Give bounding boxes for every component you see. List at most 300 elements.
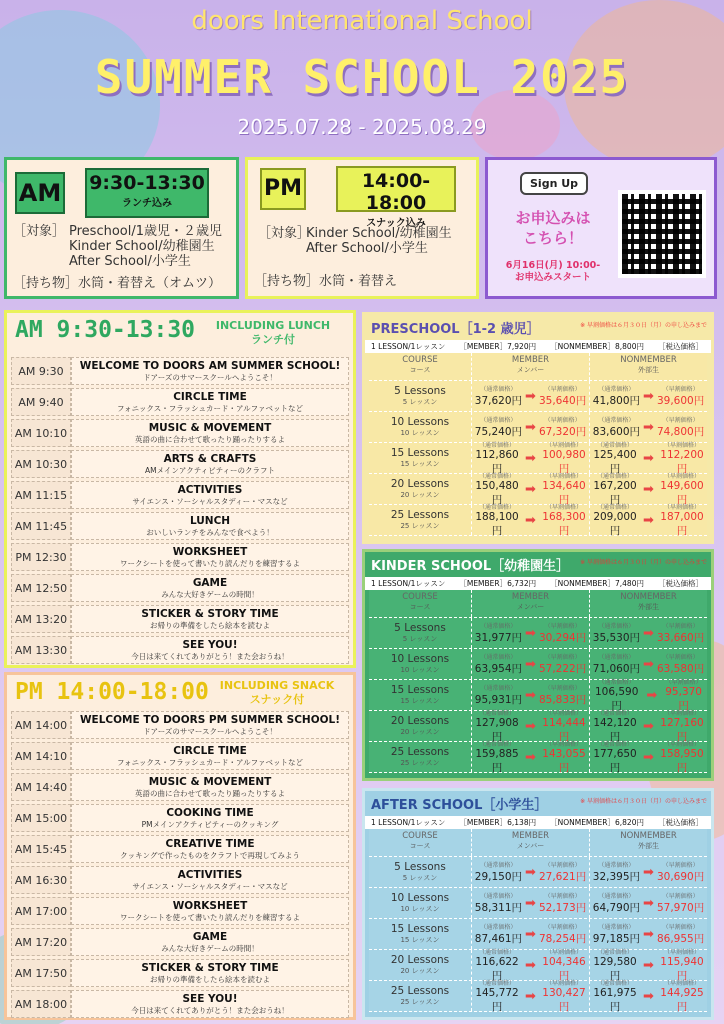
schedule-activity — [71, 742, 349, 770]
arrow-icon: ➡ — [525, 926, 536, 942]
arrow-icon: ➡ — [525, 656, 536, 672]
arrow-icon: ➡ — [643, 988, 654, 1004]
price-grid — [369, 353, 707, 536]
activity-desc: ドアーズのサマースクールへようこそ！ — [143, 727, 277, 736]
early-price — [657, 922, 704, 946]
regular-caption: （通常価格） — [597, 504, 634, 511]
early-value: 86,955円 — [656, 933, 705, 945]
price-pair — [590, 443, 707, 473]
activity-title: LUNCH — [189, 515, 231, 527]
nonmember-price — [590, 505, 707, 535]
column-header — [590, 353, 707, 380]
lesson-count-ja: 10 レッスン — [400, 429, 440, 437]
column-header-ja: コース — [409, 366, 431, 374]
column-header-ja: 外部生 — [638, 366, 659, 374]
early-price — [539, 621, 586, 645]
regular-caption: （通常価格） — [597, 473, 634, 480]
column-header — [590, 590, 707, 617]
price-row — [369, 443, 707, 474]
price-pair — [472, 742, 589, 772]
price-header-row — [369, 590, 707, 618]
early-price — [539, 502, 589, 538]
activity-desc: ドアーズのサマースクールへようこそ！ — [143, 373, 277, 382]
regular-value: 64,790円 — [592, 902, 641, 914]
schedule-activity — [71, 388, 349, 416]
early-price — [539, 922, 586, 946]
pm-time: 14:00-18:00 — [361, 170, 431, 214]
regular-caption: （通常価格） — [598, 679, 635, 686]
early-caption: （早割価格） — [663, 710, 700, 717]
price-pair — [472, 649, 589, 679]
schedule-activity — [71, 773, 349, 801]
lesson-count-ja: 25 レッスン — [400, 759, 440, 767]
column-header-en: MEMBER — [511, 592, 550, 602]
lesson-count-ja: 5 レッスン — [402, 398, 438, 406]
schedule-activity — [71, 990, 349, 1018]
activity-desc: PMメインアクティビティーのクッキング — [141, 820, 279, 829]
signup-start — [494, 260, 612, 284]
regular-value: 129,580円 — [593, 956, 637, 982]
regular-value: 167,200円 — [593, 480, 637, 506]
early-caption: （早割価格） — [663, 504, 700, 511]
per-lesson-line — [365, 816, 711, 829]
schedule-row — [11, 835, 349, 863]
regular-price — [593, 860, 640, 884]
early-caption: （早割価格） — [544, 417, 581, 424]
schedule-activity — [71, 928, 349, 956]
schedule-time: AM 15:45 — [11, 835, 71, 863]
activity-desc: 今日は来てくれてありがとう！また会おうね！ — [131, 1006, 289, 1015]
schedule-time: AM 17:20 — [11, 928, 71, 956]
lesson-count-ja: 20 レッスン — [400, 728, 440, 736]
schedule-activity — [71, 543, 349, 571]
arrow-icon: ➡ — [643, 625, 654, 641]
activity-desc: 英語の曲に合わせて歌ったり踊ったりするよ — [135, 435, 285, 444]
early-caption: （早割価格） — [545, 741, 582, 748]
am-items-label: ［持ち物］ — [13, 276, 79, 291]
regular-caption: （通常価格） — [479, 741, 516, 748]
lesson-count — [369, 857, 472, 887]
early-caption: （早割価格） — [544, 862, 581, 869]
early-caption: （早割価格） — [662, 654, 699, 661]
am-target: Preschool/1歳児・２歳児 — [69, 224, 222, 239]
column-header-en: NONMEMBER — [620, 355, 677, 365]
arrow-icon: ➡ — [525, 687, 536, 703]
lesson-count-en: 5 Lessons — [394, 622, 446, 634]
am-schedule-sub — [203, 319, 343, 347]
column-header-ja: 外部生 — [638, 603, 659, 611]
arrow-icon: ➡ — [525, 988, 536, 1004]
early-price — [539, 384, 586, 408]
lesson-count-en: 10 Lessons — [390, 416, 450, 428]
price-pair — [472, 711, 589, 741]
price-pair — [590, 474, 707, 504]
early-value: 35,640円 — [538, 395, 587, 407]
early-price — [657, 891, 704, 915]
early-value: 127,160円 — [660, 717, 704, 743]
qr-code[interactable] — [618, 190, 706, 278]
schedule-activity — [71, 481, 349, 509]
arrow-icon: ➡ — [525, 864, 536, 880]
early-caption: （早割価格） — [545, 504, 582, 511]
regular-value: 161,975円 — [593, 987, 637, 1013]
schedule-time: AM 13:30 — [11, 636, 71, 664]
nonmember-price — [590, 919, 707, 949]
schedule-row — [11, 419, 349, 447]
early-caption: （早割価格） — [663, 473, 700, 480]
regular-caption: （通常価格） — [480, 623, 517, 630]
signup-date: 6月16日(月) 10:00- — [505, 260, 601, 271]
per-lesson-line — [365, 340, 711, 353]
price-pair — [590, 412, 707, 442]
arrow-icon: ➡ — [525, 481, 536, 497]
schedule-time: AM 14:40 — [11, 773, 71, 801]
price-pair — [472, 381, 589, 411]
member-price — [472, 857, 590, 887]
schedule-row — [11, 357, 349, 385]
am-target-label: ［対象］ — [13, 224, 66, 239]
regular-value: 29,150円 — [474, 871, 523, 883]
activity-desc: みんな大好きゲームの時間！ — [161, 944, 259, 953]
regular-value: 145,772円 — [475, 987, 519, 1013]
early-value: 149,600円 — [660, 480, 704, 506]
nonmember-price — [590, 742, 707, 772]
column-header-ja: メンバー — [516, 842, 545, 850]
lesson-count-ja: 15 レッスン — [400, 697, 440, 705]
member-price — [472, 412, 590, 442]
member-price — [472, 950, 590, 980]
am-schedule-title: AM 9:30-13:30 — [15, 317, 196, 343]
pm-tag: PM — [260, 168, 306, 210]
activity-title: CIRCLE TIME — [173, 745, 247, 757]
price-row — [369, 742, 707, 773]
regular-value: 71,060円 — [592, 663, 641, 675]
nonmember-rate: ［NONMEMBER］7,480円 — [550, 579, 644, 588]
regular-caption: （通常価格） — [480, 685, 517, 692]
activity-desc: サイエンス・ソーシャルスタディー・マスなど — [132, 882, 288, 891]
regular-caption: （通常価格） — [480, 924, 517, 931]
lesson-count — [369, 505, 472, 535]
lesson-count-en: 20 Lessons — [390, 954, 450, 966]
am-target: After School/小学生 — [69, 254, 191, 269]
early-price — [539, 891, 586, 915]
activity-desc: 今日は来てくれてありがとう！また会おうね！ — [131, 652, 289, 661]
column-header — [369, 829, 472, 856]
schedule-row — [11, 773, 349, 801]
regular-value: 209,000円 — [593, 511, 637, 537]
pm-time-note: スナック込み — [366, 218, 426, 229]
price-pair — [472, 950, 589, 980]
per-lesson-label: 1 LESSON/1レッスン — [371, 342, 446, 351]
early-value: 85,833円 — [538, 694, 587, 706]
regular-caption: （通常価格） — [480, 386, 517, 393]
price-pair — [472, 618, 589, 648]
activity-title: CIRCLE TIME — [173, 391, 247, 403]
early-value: 30,294円 — [538, 632, 587, 644]
pm-items — [254, 274, 397, 289]
early-value: 78,254円 — [538, 933, 587, 945]
regular-caption: （通常価格） — [598, 417, 635, 424]
schedule-activity — [71, 959, 349, 987]
regular-caption: （通常価格） — [479, 442, 516, 449]
pm-schedule — [4, 672, 356, 1020]
regular-caption: （通常価格） — [480, 893, 517, 900]
regular-caption: （通常価格） — [480, 417, 517, 424]
price-pair — [590, 950, 707, 980]
early-caption: （早割価格） — [545, 949, 582, 956]
schedule-row — [11, 388, 349, 416]
early-value: 104,346円 — [542, 956, 586, 982]
member-price — [472, 649, 590, 679]
arrow-icon: ➡ — [525, 749, 536, 765]
arrow-icon: ➡ — [525, 895, 536, 911]
schedule-row — [11, 711, 349, 739]
signup-message — [498, 208, 608, 248]
price-row — [369, 680, 707, 711]
per-lesson-label: 1 LESSON/1レッスン — [371, 579, 446, 588]
regular-caption: （通常価格） — [480, 654, 517, 661]
early-caption: （早割価格） — [662, 417, 699, 424]
schedule-time: AM 14:00 — [11, 711, 71, 739]
schedule-time: AM 14:10 — [11, 742, 71, 770]
regular-value: 150,480円 — [475, 480, 519, 506]
lesson-count — [369, 742, 472, 772]
lesson-count-en: 20 Lessons — [390, 478, 450, 490]
regular-price — [590, 502, 640, 538]
member-price — [472, 474, 590, 504]
early-caption: （早割価格） — [545, 710, 582, 717]
schedule-time: AM 9:30 — [11, 357, 71, 385]
am-time-badge — [85, 168, 209, 218]
schedule-time: AM 10:10 — [11, 419, 71, 447]
early-value: 100,980円 — [542, 449, 586, 475]
activity-desc: みんな大好きゲームの時間！ — [161, 590, 259, 599]
activity-desc: AMメインアクティビティーのクラフト — [144, 466, 276, 475]
activity-title: WORKSHEET — [172, 900, 248, 912]
arrow-icon: ➡ — [643, 864, 654, 880]
schedule-activity — [71, 419, 349, 447]
price-row — [369, 412, 707, 443]
regular-value: 83,600円 — [592, 426, 641, 438]
early-caption: （早割価格） — [544, 924, 581, 931]
arrow-icon: ➡ — [525, 625, 536, 641]
activity-title: ARTS & CRAFTS — [163, 453, 257, 465]
price-pair — [472, 443, 589, 473]
pm-target: Kinder School/幼稚園生 — [306, 226, 452, 241]
nonmember-rate: ［NONMEMBER］8,800円 — [550, 342, 644, 351]
early-caption: （早割価格） — [544, 386, 581, 393]
lesson-count-en: 10 Lessons — [390, 653, 450, 665]
am-targets — [69, 224, 222, 269]
regular-price — [475, 860, 522, 884]
early-value: 39,600円 — [656, 395, 705, 407]
price-pair — [590, 857, 707, 887]
regular-price — [475, 621, 522, 645]
lesson-count-en: 10 Lessons — [390, 892, 450, 904]
column-header-en: NONMEMBER — [620, 831, 677, 841]
regular-price — [475, 652, 522, 676]
lesson-count — [369, 919, 472, 949]
am-target: Kinder School/幼稚園生 — [69, 239, 215, 254]
pm-schedule-sub — [207, 679, 347, 707]
column-header-en: NONMEMBER — [620, 592, 677, 602]
preschool-price-table — [362, 312, 714, 544]
lesson-count-en: 15 Lessons — [390, 447, 450, 459]
schedule-row — [11, 636, 349, 664]
early-caption: （早割価格） — [662, 893, 699, 900]
arrow-icon: ➡ — [525, 512, 536, 528]
price-row — [369, 381, 707, 412]
early-price — [657, 502, 707, 538]
early-bird-note: ※ 早割価格は６月３０日（月）の申し込みまで — [580, 559, 707, 566]
arrow-icon: ➡ — [646, 687, 658, 703]
regular-value: 58,311円 — [474, 902, 523, 914]
arrow-icon: ➡ — [643, 419, 654, 435]
column-header — [472, 353, 590, 380]
early-value: 33,660円 — [656, 632, 705, 644]
schedule-time: AM 15:00 — [11, 804, 71, 832]
per-lesson-line — [365, 577, 711, 590]
early-caption: （早割価格） — [545, 980, 582, 987]
price-pair — [472, 981, 589, 1011]
regular-price — [475, 683, 522, 707]
member-price — [472, 680, 590, 710]
poster-dates: 2025.07.28 - 2025.08.29 — [237, 115, 487, 139]
regular-caption: （通常価格） — [598, 924, 635, 931]
price-pair — [590, 381, 707, 411]
regular-value: 116,622円 — [475, 956, 519, 982]
signup-box — [485, 157, 717, 299]
early-value: 115,940円 — [660, 956, 704, 982]
activity-title: SEE YOU! — [182, 993, 238, 1005]
lesson-count — [369, 888, 472, 918]
early-price — [539, 739, 589, 775]
lesson-count — [369, 443, 472, 473]
arrow-icon: ➡ — [643, 926, 654, 942]
column-header-en: COURSE — [402, 831, 438, 841]
regular-price — [590, 739, 640, 775]
activity-title: ACTIVITIES — [177, 484, 243, 496]
regular-price — [475, 891, 522, 915]
lesson-count-ja: 5 レッスン — [402, 874, 438, 882]
early-value: 134,640円 — [542, 480, 586, 506]
lesson-count-en: 5 Lessons — [394, 861, 446, 873]
regular-caption: （通常価格） — [597, 710, 634, 717]
lesson-count — [369, 412, 472, 442]
regular-caption: （通常価格） — [597, 949, 634, 956]
column-header-en: MEMBER — [511, 831, 550, 841]
arrow-icon: ➡ — [643, 895, 654, 911]
pm-sub2: スナック付 — [249, 693, 305, 706]
activity-desc: ワークシートを使って書いたり読んだりを練習するよ — [120, 913, 300, 922]
price-pair — [590, 649, 707, 679]
schedule-activity — [71, 357, 349, 385]
early-price — [539, 683, 586, 707]
am-tag: AM — [15, 172, 65, 214]
pm-targets — [306, 226, 452, 256]
activity-title: MUSIC & MOVEMENT — [148, 422, 272, 434]
early-price — [539, 415, 586, 439]
regular-value: 97,185円 — [592, 933, 641, 945]
member-price — [472, 443, 590, 473]
regular-caption: （通常価格） — [598, 623, 635, 630]
nonmember-price — [590, 857, 707, 887]
regular-value: 37,620円 — [474, 395, 523, 407]
lesson-count-en: 5 Lessons — [394, 385, 446, 397]
regular-price — [475, 922, 522, 946]
schedule-activity — [71, 450, 349, 478]
price-pair — [590, 919, 707, 949]
regular-value: 188,100円 — [475, 511, 519, 537]
pm-time-badge — [336, 166, 456, 229]
nonmember-price — [590, 680, 707, 710]
price-pair — [590, 711, 707, 741]
early-caption: （早割価格） — [545, 442, 582, 449]
lesson-count-en: 25 Lessons — [390, 509, 450, 521]
activity-title: GAME — [192, 931, 228, 943]
schedule-activity — [71, 574, 349, 602]
regular-caption: （通常価格） — [479, 980, 516, 987]
early-price — [657, 384, 704, 408]
schedule-time: AM 16:30 — [11, 866, 71, 894]
poster-title: SUMMER SCHOOL 2025 — [94, 50, 630, 104]
early-caption: （早割価格） — [544, 623, 581, 630]
price-pair — [590, 680, 707, 710]
pm-target-label: ［対象］ — [258, 226, 311, 241]
lesson-count-ja: 15 レッスン — [400, 936, 440, 944]
price-pair — [472, 680, 589, 710]
activity-desc: クッキングで作ったものをクラフトで再現してみよう — [120, 851, 300, 860]
schedule-row — [11, 543, 349, 571]
regular-caption: （通常価格） — [479, 504, 516, 511]
regular-caption: （通常価格） — [598, 862, 635, 869]
member-price — [472, 505, 590, 535]
schedule-time: PM 12:30 — [11, 543, 71, 571]
price-row — [369, 649, 707, 680]
activity-title: WORKSHEET — [172, 546, 248, 558]
signup-line2: こちら！ — [522, 229, 583, 247]
column-header-ja: コース — [409, 842, 431, 850]
price-pair — [590, 742, 707, 772]
arrow-icon: ➡ — [525, 718, 536, 734]
am-items-value: 水筒・着替え（オムツ） — [78, 276, 222, 291]
schedule-activity — [71, 605, 349, 633]
regular-price — [593, 652, 640, 676]
am-sub2: ランチ付 — [251, 333, 295, 346]
schedule-row — [11, 742, 349, 770]
signup-button[interactable]: Sign Up — [520, 172, 588, 195]
lesson-count-en: 15 Lessons — [390, 684, 450, 696]
schedule-time: AM 13:20 — [11, 605, 71, 633]
regular-caption: （通常価格） — [597, 980, 634, 987]
regular-value: 142,120円 — [593, 717, 637, 743]
lesson-count — [369, 618, 472, 648]
regular-caption: （通常価格） — [479, 710, 516, 717]
price-pair — [472, 474, 589, 504]
early-caption: （早割価格） — [662, 862, 699, 869]
qr-pattern — [622, 194, 702, 274]
pm-info-box — [245, 157, 479, 299]
column-header-en: MEMBER — [511, 355, 550, 365]
schedule-row — [11, 512, 349, 540]
activity-desc: フォニックス・フラッシュカード・アルファベットなど — [117, 404, 303, 413]
early-value: 27,621円 — [538, 871, 587, 883]
schedule-row — [11, 897, 349, 925]
regular-value: 32,395円 — [592, 871, 641, 883]
activity-desc: フォニックス・フラッシュカード・アルファベットなど — [117, 758, 303, 767]
column-header-ja: 外部生 — [638, 842, 659, 850]
lesson-count — [369, 474, 472, 504]
